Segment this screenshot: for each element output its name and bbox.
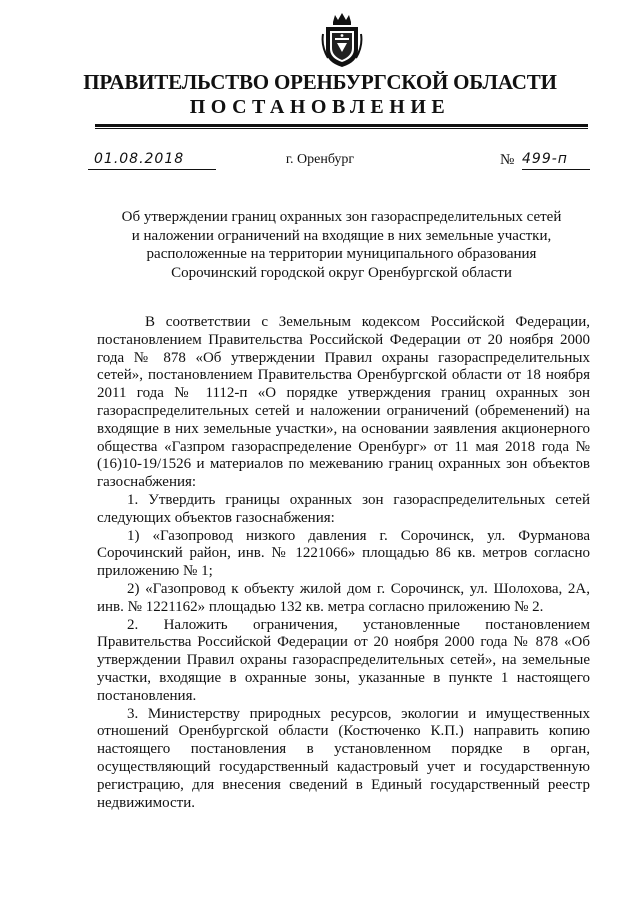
item-1-paragraph: 1. Утвердить границы охранных зон газораспределительных сетей следующих объектов газоснабжения:: [97, 491, 590, 526]
decree-number: [500, 152, 590, 172]
item-1-2-paragraph: 2) «Газопровод к объекту жилой дом г. Сорочинск, ул. Шолохова, 2А, инв. № 1221162» площадью 132 кв. метра согласно приложению № 2.: [97, 580, 590, 615]
decree-city: г. Оренбург: [285, 152, 355, 167]
subject-line: Сорочинский городской округ Оренбургской области: [171, 264, 512, 281]
decree-body: [97, 314, 590, 812]
item-2-paragraph: 2. Наложить ограничения, установленные постановлением Правительства Российской Федерации от 20 ноября 2000 года № 878 «Об утверждении Правил охраны газораспределительных сетей», на земельные участки, входящие в охранные зоны, указанные в пункте 1 настоящего постановления.: [97, 616, 590, 704]
date-underline: [88, 169, 216, 170]
subject-line: Об утверждении границ охранных зон газораспределительных сетей: [121, 209, 562, 225]
number-underline: [522, 169, 590, 170]
decree-subject: [95, 208, 588, 282]
government-name: ПРАВИТЕЛЬСТВО ОРЕНБУРГСКОЙ ОБЛАСТИ: [83, 70, 557, 94]
handwritten-date: 01.08.2018: [94, 151, 185, 167]
item-1-1-paragraph: 1) «Газопровод низкого давления г. Сорочинск, ул. Фурманова Сорочинский район, инв. № 1221066» площадью 86 кв. метров согласно приложению № 1;: [97, 527, 590, 580]
header-divider-thick: [95, 124, 588, 127]
subject-line: расположенные на территории муниципального образования: [146, 246, 537, 262]
document-type-title: ПОСТАНОВЛЕНИЕ: [189, 96, 451, 118]
number-label: №: [500, 152, 515, 168]
coat-of-arms-emblem: [321, 12, 363, 68]
handwritten-number: 499-п: [522, 151, 568, 167]
subject-line: и наложении ограничений на входящие в них земельные участки,: [131, 227, 552, 244]
item-3-paragraph: 3. Министерству природных ресурсов, экологии и имущественных отношений Оренбургской области (Костюченко К.П.) направить копию настоящего постановления в установленном порядке в орган, осуществляющий государственный кадастровый учет и государственную регистрацию, для внесения сведений в Единый государственный реестр недвижимости.: [97, 705, 590, 811]
header-divider-thin: [95, 128, 588, 129]
preamble-paragraph: В соответствии с Земельным кодексом Российской Федерации, постановлением Правительства Российской Федерации от 20 ноября 2000 года № 878 «Об утверждении Правил охраны газораспределительных сетей», постановлением Правительства Оренбургской области от 18 ноября 2011 года № 1112-п «О порядке утверждения границ охранных зон газораспределительных сетей и наложении ограничений (обременений) на входящие в них земельные участки», на основании заявления акционерного общества «Газпром газораспределение Оренбург» от 11 мая 2018 года № (16)10-19/1526 и материалов по межеванию границ охранных зон объектов газоснабжения:: [97, 314, 590, 491]
